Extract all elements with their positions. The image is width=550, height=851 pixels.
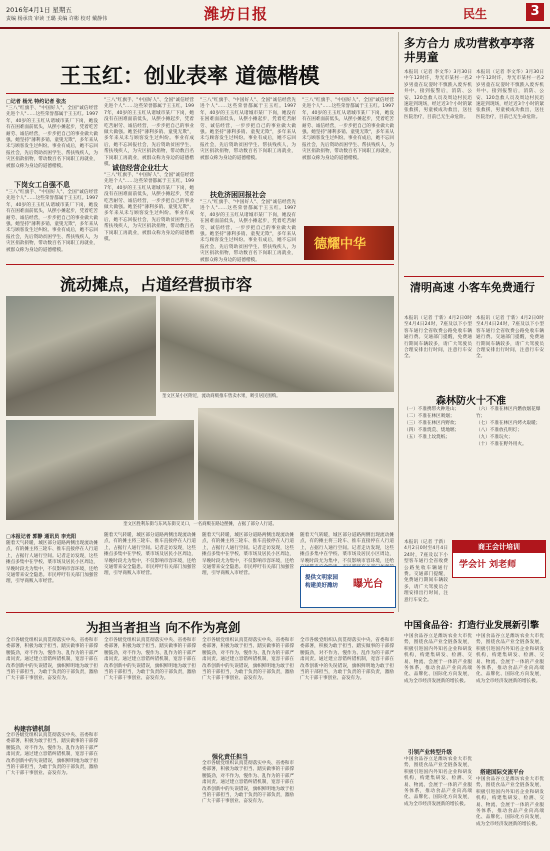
exposure-ad-title: 提供文明家园 (305, 575, 339, 581)
lead-col-1: "三八"红旗手、"中国好人"、全国"诚信经营先进个人"……这些荣誉都属于王玉红。1997年，40岁的王玉红从诸城市某厂下岗，她没有在困难面前低头，从摆小摊起步，凭着吃苦耐劳、诚信经营，一步步把自己的事业做大做强。她坚持"薄利多销、童叟无欺"，多年来从未与顾客发生过纠纷。事业有成后，她不忘回报社会，先后资助贫困学生、帮扶残疾人，为灾区捐款捐物，带动数百名下岗职工再就业，被群众称为身边的道德楷模。 (6, 106, 98, 169)
bottom-left-col-3: 全市各级党组织认真贯彻落实中央、省委和市委部署，积极为敢于担当、踏实做事的干部撑腰鼓劲，对不作为、慢作为、乱作为的干部严肃问责。通过建立容错纠错机制，宽容干部在改革创新中的失误错误，旗帜鲜明地为敢于担当的干部担当，为敢于负责的干部负责，激励广大干部干事创业、奋发有为。 (202, 638, 294, 682)
feature-photo-4 (198, 408, 394, 520)
bottom-left-subhead-1: 构建容错机制 (14, 726, 51, 733)
fire-box-left (404, 406, 472, 441)
feature-photo-2 (160, 296, 394, 392)
bottom-right-col-2b: 中国食品谷立足潍坊农业大市优势，围绕食品产业全链条发展，积极引进国内外知名企业和研发机构，构建集研发、检测、交易、物流、会展于一体的产业服务体系，推动食品产业向高端化、品牌化、国际化方向发展，成为全市经济发展新的增长极。 (476, 777, 544, 827)
bottom-right-headline: 中国食品谷：打造行业发展新引擎 (404, 621, 540, 631)
lead-subhead-2: 诚信经营企业壮大 (112, 164, 168, 172)
column-divider (398, 32, 399, 612)
paper-name: 潍坊日报 (204, 5, 269, 23)
lead-col-2: "三八"红旗手、"中国好人"、全国"诚信经营先进个人"……这些荣誉都属于王玉红。1997年，40岁的王玉红从诸城市某厂下岗，她没有在困难面前低头，从摆小摊起步，凭着吃苦耐劳、诚信经营，一步步把自己的事业做大做强。她坚持"薄利多销、童叟无欺"，多年来从未与顾客发生过纠纷。事业有成后，她不忘回报社会，先后资助贫困学生、帮扶残疾人，为灾区捐款捐物，带动数百名下岗职工再就业，被群众称为身边的道德楷模。 (104, 98, 194, 168)
training-ad-name: 学会计 刘老师 (459, 560, 517, 570)
bottom-left-col-2: 全市各级党组织认真贯彻落实中央、省委和市委部署，积极为敢于担当、踏实做事的干部撑腰鼓劲，对不作为、慢作为、乱作为的干部严肃问责。通过建立容错纠错机制，宽容干部在改革创新中的失误错误，旗帜鲜明地为敢于担当的干部担当，为敢于负责的干部负责，激励广大干部干事创业、奋发有为。 (104, 638, 196, 682)
masthead-rule (0, 27, 550, 29)
bottom-left-rule (6, 612, 394, 613)
right-top-col-2: 本报讯（记者 李文华）3月30日中午12时许，寿光市某村一名2岁男童在玩耍时不慎跌入废弃机井中。接到报警后，消防、公安、120急救人员及周边村民迅速赶到现场，经过近3个小时的紧张救援，男童被成功救出，送往医院治疗，目前已无生命危险。 (476, 70, 544, 120)
feature-caption-2: 奎文区某小区附近，流动商贩推车售卖水果，吸引居民围购。 (162, 394, 281, 399)
issue-date: 2016年4月1日 星期五 (6, 6, 72, 14)
fire-rule-1: （一）不准携带火种进山； (404, 407, 460, 412)
masthead (0, 0, 550, 30)
fire-rule-3: （三）不准在林区内野炊； (404, 421, 460, 426)
lead-byline: □记者 杨光 特约记者 张杰 (6, 99, 66, 105)
training-ad-label: 商王会计培训 (453, 541, 545, 553)
feature-headline: 流动摊点，占道经营损市容 (60, 275, 253, 294)
page-number: 3 (526, 3, 544, 21)
bottom-left-col-1b: 全市各级党组织认真贯彻落实中央、省委和市委部署，积极为敢于担当、踏实做事的干部撑腰鼓劲，对不作为、慢作为、乱作为的干部严肃问责。通过建立容错纠错机制，宽容干部在改革创新中的失误错误，旗帜鲜明地为敢于担当的干部担当，为敢于负责的干部负责，激励广大干部干事创业、奋发有为。 (6, 733, 98, 777)
ad-banner (304, 226, 394, 260)
bottom-left-subhead-2: 强化责任担当 (212, 754, 249, 761)
bottom-right-col-1: 中国食品谷立足潍坊农业大市优势，围绕食品产业全链条发展，积极引进国内外知名企业和研发机构，构建集研发、检测、交易、物流、会展于一体的产业服务体系，推动食品产业向高端化、品牌化、国际化方向发展，成为全市经济发展新的增长极。 (404, 634, 472, 684)
lead-col-3: "三八"红旗手、"中国好人"、全国"诚信经营先进个人"……这些荣誉都属于王玉红。1997年，40岁的王玉红从诸城市某厂下岗，她没有在困难面前低头，从摆小摊起步，凭着吃苦耐劳、诚信经营，一步步把自己的事业做大做强。她坚持"薄利多销、童叟无欺"，多年来从未与顾客发生过纠纷。事业有成后，她不忘回报社会，先后资助贫困学生、帮扶残疾人，为灾区捐款捐物，带动数百名下岗职工再就业，被群众称为身边的道德楷模。 (200, 98, 296, 161)
fire-rule-2: （二）不准在林区吸烟； (404, 414, 455, 419)
fire-box-list (404, 406, 544, 534)
editor-line: 责编 杨承贵 审读 王璐 美编 许彬 校对 戴静伟 (6, 16, 108, 22)
fire-rule-9: （九）不准玩火； (476, 435, 513, 440)
exposure-ad-brand: 曝光台 (353, 579, 383, 590)
bottom-left-col-1: 全市各级党组织认真贯彻落实中央、省委和市委部署，积极为敢于担当、踏实做事的干部撑腰鼓劲，对不作为、慢作为、乱作为的干部严肃问责。通过建立容错纠错机制，宽容干部在改革创新中的失误错误，旗帜鲜明地为敢于担当的干部担当，为敢于负责的干部负责，激励广大干部干事创业、奋发有为。 (6, 638, 98, 682)
fire-rule-7: （七）不准在林区内烤火取暖； (476, 421, 541, 426)
right-top-col-1: 本报讯（记者 李文华）3月30日中午12时许，寿光市某村一名2岁男童在玩耍时不慎跌入废弃机井中。接到报警后，消防、公安、120急救人员及周边村民迅速赶到现场，经过近3个小时的紧张救援，男童被成功救出，送往医院治疗，目前已无生命危险。 (404, 70, 472, 120)
feature-rule (6, 264, 394, 265)
lead-col-1b: "三八"红旗手、"中国好人"、全国"诚信经营先进个人"……这些荣誉都属于王玉红。1997年，40岁的王玉红从诸城市某厂下岗，她没有在困难面前低头，从摆小摊起步，凭着吃苦耐劳、诚信经营，一步步把自己的事业做大做强。她坚持"薄利多销、童叟无欺"，多年来从未与顾客发生过纠纷。事业有成后，她不忘回报社会，先后资助贫困学生、帮扶残疾人，为灾区捐款捐物，带动数百名下岗职工再就业，被群众称为身边的道德楷模。 (6, 190, 98, 253)
fire-rule-4: （四）不准烧荒、烧地堰； (404, 428, 460, 433)
bottom-left-headline: 为担当者担当 向不作为亮剑 (86, 620, 241, 635)
bottom-left-col-3b: 全市各级党组织认真贯彻落实中央、省委和市委部署，积极为敢于担当、踏实做事的干部撑腰鼓劲，对不作为、慢作为、乱作为的干部严肃问责。通过建立容错纠错机制，宽容干部在改革创新中的失误错误，旗帜鲜明地为敢于担当的干部担当，为敢于负责的干部负责，激励广大干部干事创业、奋发有为。 (202, 761, 294, 805)
feature-byline: □本报记者 郭静 通讯员 李光阳 (6, 534, 76, 540)
feature-photo-3 (6, 420, 194, 520)
bottom-right-col-2: 中国食品谷立足潍坊农业大市优势，围绕食品产业全链条发展，积极引进国内外知名企业和研发机构，构建集研发、检测、交易、物流、会展于一体的产业服务体系，推动食品产业向高端化、品牌化、国际化方向发展，成为全市经济发展新的增长极。 (476, 634, 544, 684)
lead-headline: 王玉红：创业表率 道德楷模 (60, 63, 320, 88)
fire-box-headline: 森林防火十不准 (436, 396, 506, 407)
fire-rule-10: （十）不准在野外用火。 (476, 442, 527, 447)
right-mid-rule (404, 276, 544, 277)
exposure-ad (300, 566, 396, 608)
exposure-ad-subtitle: 构建美好潍坊 (305, 583, 339, 589)
feature-col-2: 随着天气转暖，城区部分道路两侧出现流动摊点，有的摊主将三轮车、推车直接停在人行道上，占据行人通行空间。记者走访发现，这些摊点多集中在学校、菜市场及居民小区周边，早晚时段尤为集中，不仅影响市容环境，还给交通带来安全隐患。市民呼吁有关部门加强管理，引导商贩入市经营。 (104, 533, 196, 577)
right-mid-headline: 清明高速 小客车免费通行 (410, 281, 535, 294)
feature-caption-1: 奎文区胜利东街与东风东街交叉口，一名商贩在路边摆摊，占据了部分人行道。 (123, 522, 277, 527)
lead-col-4: "三八"红旗手、"中国好人"、全国"诚信经营先进个人"……这些荣誉都属于王玉红。1997年，40岁的王玉红从诸城市某厂下岗，她没有在困难面前低头，从摆小摊起步，凭着吃苦耐劳、诚信经营，一步步把自己的事业做大做强。她坚持"薄利多销、童叟无欺"，多年来从未与顾客发生过纠纷。事业有成后，她不忘回报社会，先后资助贫困学生、帮扶残疾人，为灾区捐款捐物，带动数百名下岗职工再就业，被群众称为身边的道德楷模。 (302, 98, 394, 161)
bottom-right-subhead-1: 引领产业转型升级 (408, 750, 453, 756)
lead-subhead-1: 下岗女工自强不息 (14, 181, 70, 189)
fire-rule-8: （八）不准放孔明灯； (476, 428, 522, 433)
ad-banner-text: 德耀中华 (314, 237, 367, 252)
bottom-right-col-1b: 中国食品谷立足潍坊农业大市优势，围绕食品产业全链条发展，积极引进国内外知名企业和研发机构，构建集研发、检测、交易、物流、会展于一体的产业服务体系，推动食品产业向高端化、品牌化、国际化方向发展，成为全市经济发展新的增长极。 (404, 757, 472, 807)
fire-box-right (476, 406, 544, 448)
feature-col-1: 随着天气转暖，城区部分道路两侧出现流动摊点，有的摊主将三轮车、推车直接停在人行道上，占据行人通行空间。记者走访发现，这些摊点多集中在学校、菜市场及居民小区周边，早晚时段尤为集中，不仅影响市容环境，还给交通带来安全隐患。市民呼吁有关部门加强管理，引导商贩入市经营。 (6, 541, 98, 585)
feature-photo-1 (6, 296, 156, 416)
right-mid-col-2: 本报讯（记者 于新）4月2日0时至4月4日24时，7座及以下小型客车通行全省收费公路免收车辆通行费。交通部门提醒，免费通行期间车辆较多，请广大驾驶员合理安排出行时间，注意行车安全。 (476, 316, 544, 360)
training-ad (452, 540, 546, 578)
right-mid-col-1: 本报讯（记者 于新）4月2日0时至4月4日24时，7座及以下小型客车通行全省收费公路免收车辆通行费。交通部门提醒，免费通行期间车辆较多，请广大驾驶员合理安排出行时间，注意行车安全。 (404, 316, 472, 360)
right-extra-text: 本报讯（记者 于新）4月2日0时至4月4日24时，7座及以下小型客车通行全省收费公路免收车辆通行费。交通部门提醒，免费通行期间车辆较多，请广大驾驶员合理安排出行时间，注意行车安全。 (404, 540, 448, 603)
right-top-headline: 多方合力 成功营救亭亭落井男童 (404, 36, 535, 64)
lead-col-2b: "三八"红旗手、"中国好人"、全国"诚信经营先进个人"……这些荣誉都属于王玉红。1997年，40岁的王玉红从诸城市某厂下岗，她没有在困难面前低头，从摆小摊起步，凭着吃苦耐劳、诚信经营，一步步把自己的事业做大做强。她坚持"薄利多销、童叟无欺"，多年来从未与顾客发生过纠纷。事业有成后，她不忘回报社会，先后资助贫困学生、帮扶残疾人，为灾区捐款捐物，带动数百名下岗职工再就业，被群众称为身边的道德楷模。 (104, 173, 194, 243)
fire-rule-5: （五）不准上坟烧纸； (404, 435, 450, 440)
bottom-left-col-4: 全市各级党组织认真贯彻落实中央、省委和市委部署，积极为敢于担当、踏实做事的干部撑腰鼓劲，对不作为、慢作为、乱作为的干部严肃问责。通过建立容错纠错机制，宽容干部在改革创新中的失误错误，旗帜鲜明地为敢于担当的干部担当，为敢于负责的干部负责，激励广大干部干事创业、奋发有为。 (300, 638, 394, 682)
fire-rule-6: （六）不准在林区内燃放烟花爆竹； (476, 407, 541, 419)
lead-rule (6, 93, 394, 94)
feature-col-4: 随着天气转暖，城区部分道路两侧出现流动摊点，有的摊主将三轮车、推车直接停在人行道上，占据行人通行空间。记者走访发现，这些摊点多集中在学校、菜市场及居民小区周边，早晚时段尤为集中，不仅影响市容环境，还给 (300, 533, 394, 564)
lead-subhead-3: 扶危济困回报社会 (210, 191, 266, 199)
section-label: 民生 (463, 7, 488, 21)
bottom-right-subhead-2: 搭建国际交流平台 (480, 770, 525, 776)
lead-col-3b: "三八"红旗手、"中国好人"、全国"诚信经营先进个人"……这些荣誉都属于王玉红。1997年，40岁的王玉红从诸城市某厂下岗，她没有在困难面前低头，从摆小摊起步，凭着吃苦耐劳、诚信经营，一步步把自己的事业做大做强。她坚持"薄利多销、童叟无欺"，多年来从未与顾客发生过纠纷。事业有成后，她不忘回报社会，先后资助贫困学生、帮扶残疾人，为灾区捐款捐物，带动数百名下岗职工再就业，被群众称为身边的道德楷模。 (200, 200, 296, 263)
feature-col-3: 随着天气转暖，城区部分道路两侧出现流动摊点，有的摊主将三轮车、推车直接停在人行道上，占据行人通行空间。记者走访发现，这些摊点多集中在学校、菜市场及居民小区周边，早晚时段尤为集中，不仅影响市容环境，还给交通带来安全隐患。市民呼吁有关部门加强管理，引导商贩入市经营。 (202, 533, 294, 577)
